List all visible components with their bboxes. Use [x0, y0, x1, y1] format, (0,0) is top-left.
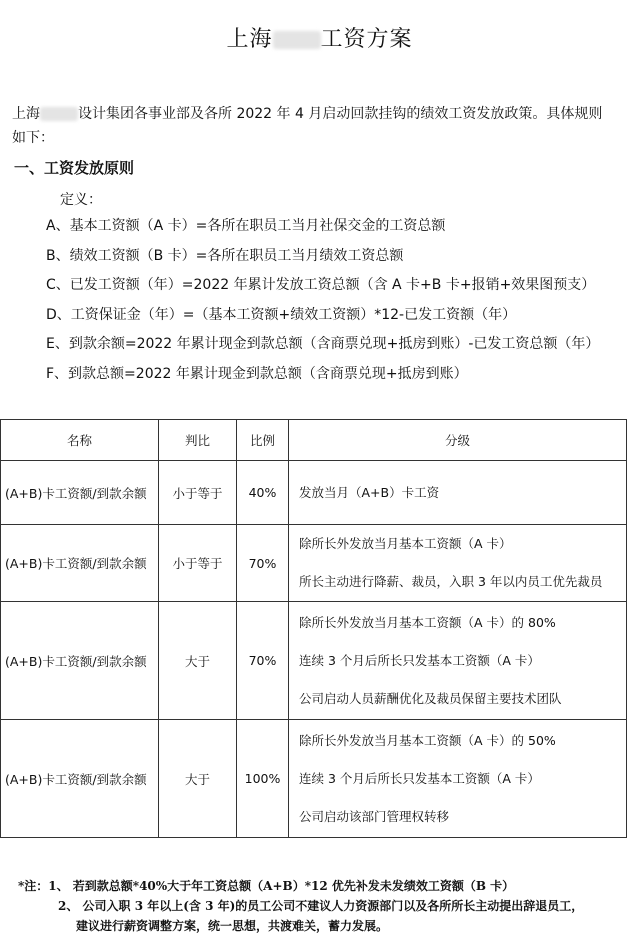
definition-item: F、到款总额=2022 年累计现金到款总额（含商票兑现+抵房到账） — [46, 365, 468, 382]
cell-grade — [289, 461, 627, 525]
table-header-row — [1, 420, 627, 461]
cell-ratio: 40% — [237, 461, 289, 525]
note-line: 2、 公司入职 3 年以上(含 3 年)的员工公司不建议人力资源部门以及各所所长主动提出辞退员工， — [58, 899, 584, 913]
section-title: 一、工资发放原则 — [14, 159, 135, 177]
redaction-blur — [273, 31, 321, 49]
cell-name: (A+B)卡工资额/到款余额 — [1, 461, 159, 525]
header-ratio: 比例 — [237, 420, 289, 461]
cell-ratio: 70% — [237, 525, 289, 602]
cell-compare: 小于等于 — [159, 461, 237, 525]
cell-grade — [289, 720, 627, 838]
grade-line: 发放当月（A+B）卡工资 — [299, 484, 440, 500]
cell-grade — [289, 525, 627, 602]
header-name: 名称 — [1, 420, 159, 461]
table-row — [1, 525, 627, 602]
cell-ratio: 70% — [237, 602, 289, 720]
definition-item: A、基本工资额（A 卡）=各所在职员工当月社保交金的工资总额 — [46, 218, 446, 234]
cell-name: (A+B)卡工资额/到款余额 — [1, 720, 159, 838]
definition-list — [46, 212, 626, 389]
intro-paragraph — [12, 102, 612, 150]
cell-name: (A+B)卡工资额/到款余额 — [1, 602, 159, 720]
title-suffix: 工资方案 — [320, 27, 413, 52]
cell-compare: 小于等于 — [159, 525, 237, 602]
definition-item: B、绩效工资额（B 卡）=各所在职员工当月绩效工资总额 — [46, 247, 404, 264]
note-line: 建议进行薪资调整方案，统一思想，共渡难关，蓄力发展。 — [76, 919, 389, 933]
grade-line: 除所长外发放当月基本工资额（A 卡）的 80% — [299, 614, 556, 630]
header-grade: 分级 — [289, 420, 627, 461]
grade-line: 除所长外发放当月基本工资额（A 卡）的 50% — [299, 732, 556, 748]
grade-line: 连续 3 个月后所长只发基本工资额（A 卡） — [299, 770, 540, 786]
definition-item: E、到款余额=2022 年累计现金到款总额（含商票兑现+抵房到账）-已发工资总额（年） — [46, 336, 600, 352]
grade-line: 公司启动该部门管理权转移 — [299, 808, 450, 824]
cell-name: (A+B)卡工资额/到款余额 — [1, 525, 159, 602]
definition-item: C、已发工资额（年）=2022 年累计发放工资总额（含 A 卡+B 卡+报销+效果图预支） — [46, 277, 596, 293]
cell-grade — [289, 602, 627, 720]
grade-line: 除所长外发放当月基本工资额（A 卡） — [299, 536, 512, 551]
cell-compare: 大于 — [159, 720, 237, 838]
redaction-blur — [40, 107, 78, 121]
table-row — [1, 720, 627, 838]
header-compare: 判比 — [159, 420, 237, 461]
grade-line: 公司启动人员薪酬优化及裁员保留主要技术团队 — [299, 690, 562, 706]
definition-item: D、工资保证金（年）=（基本工资额+绩效工资额）*12-已发工资额（年） — [46, 306, 517, 323]
grade-line: 连续 3 个月后所长只发基本工资额（A 卡） — [299, 652, 540, 668]
salary-rules-table — [0, 419, 627, 838]
page-title — [0, 22, 639, 53]
table-row — [1, 602, 627, 720]
table-row — [1, 461, 627, 525]
title-prefix: 上海 — [226, 27, 273, 52]
notes — [18, 876, 628, 936]
definition-label: 定义： — [60, 192, 102, 208]
cell-ratio: 100% — [237, 720, 289, 838]
grade-line: 所长主动进行降薪、裁员，入职 3 年以内员工优先裁员 — [299, 574, 603, 589]
note-line: *注：1、 若到款总额*40%大于年工资总额（A+B）*12 优先补发未发绩效工资额（B 卡） — [18, 879, 515, 893]
intro-prefix: 上海 — [12, 106, 40, 122]
intro-text: 设计集团各事业部及各所 2022 年 4 月启动回款挂钩的绩效工资发放政策。具体规则如下： — [12, 106, 603, 146]
cell-compare: 大于 — [159, 602, 237, 720]
